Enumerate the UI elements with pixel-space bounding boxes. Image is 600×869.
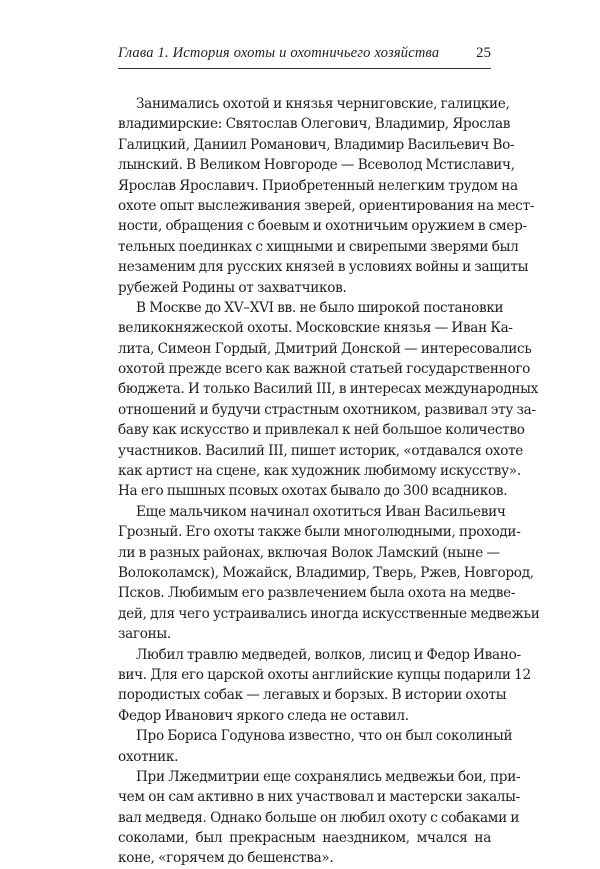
text-line: дей, для чего устраивались иногда искусственные медвежьи — [118, 605, 540, 622]
text-line: владимирские: Святослав Олегович, Владимир, Ярослав — [118, 116, 511, 133]
text-line: породистых собак — легавых и борзых. В истории охоты — [118, 687, 507, 704]
text-line: охотой прежде всего как важной статьей государственного — [118, 361, 531, 378]
text-line: как артист на сцене, как художник любимому искусству». — [118, 463, 521, 480]
text-line: ности, обращения с боевым и охотничьим оружием в смер- — [118, 218, 527, 235]
text-line: чем он сам активно в них участвовал и мастерски закалы- — [118, 789, 520, 806]
text-line: великокняжеской охоты. Московские князья — Иван Ка- — [118, 320, 513, 337]
text-line: Еще мальчиком начинал охотиться Иван Васильевич — [136, 503, 506, 520]
text-line: Грозный. Его охоты также были многолюдными, проходи- — [118, 524, 521, 541]
text-line: Любил травлю медведей, волков, лисиц и Федор Ивано- — [136, 646, 521, 663]
text-line: участников. Василий III, пишет историк, «отдавался охоте — [118, 442, 524, 459]
text-line: лынский. В Великом Новгороде — Всеволод Мстиславич, — [118, 157, 515, 174]
text-line: вич. Для его царской охоты английские купцы подарили 12 — [118, 666, 531, 683]
paragraph — [118, 94, 535, 298]
paragraph — [118, 502, 540, 645]
text-line: отношений и будучи страстным охотником, развивал эту за- — [118, 401, 536, 418]
paragraph — [118, 767, 521, 869]
text-line: При Лжедмитрии еще сохранялись медвежьи бои, при- — [136, 768, 521, 785]
text-line: охотник. — [118, 748, 179, 765]
paragraph — [118, 298, 538, 502]
chapter-title: Глава 1. История охоты и охотничьего хозяйства — [118, 45, 440, 61]
text-line: незаменим для русских князей в условиях войны и защиты — [118, 259, 529, 276]
text-line: охоте опыт выслеживания зверей, ориентирования на мест- — [118, 197, 535, 214]
text-line: лита, Симеон Гордый, Дмитрий Донской — интересовались — [118, 340, 532, 357]
text-line: баву как искусство и привлекал к ней большое количество — [118, 422, 525, 439]
text-line: вал медведя. Однако больше он любил охоту с собаками и — [118, 809, 520, 826]
paragraph — [118, 645, 531, 727]
text-line: Галицкий, Даниил Романович, Владимир Васильевич Во- — [118, 136, 515, 153]
paragraph — [118, 726, 513, 767]
text-line: Федор Иванович яркого следа не оставил. — [118, 707, 409, 724]
running-header — [118, 42, 491, 69]
text-line: бюджета. И только Василий III, в интересах международных — [118, 381, 538, 398]
text-line: загоны. — [118, 626, 171, 643]
text-line: рубежей Родины от захватчиков. — [118, 279, 347, 296]
text-line: Псков. Любимым его развлечением была охота на медве- — [118, 585, 516, 602]
text-line: соколами, был прекрасным наездником, мчался на — [118, 830, 491, 847]
text-line: В Москве до XV–XVI вв. не было широкой постановки — [136, 299, 504, 316]
text-line: тельных поединках с хищными и свирепыми зверями был — [118, 238, 519, 255]
text-line: коне, «горячем до бешенства». — [118, 850, 334, 867]
text-line: Волоколамск), Можайск, Владимир, Тверь, Ржев, Новгород, — [118, 564, 534, 581]
text-line: Занимались охотой и князья черниговские, галицкие, — [136, 96, 510, 112]
text-line: Про Бориса Годунова известно, что он был соколиный — [136, 728, 513, 745]
text-line: ли в разных районах, включая Волок Ламский (ныне — — [118, 544, 500, 561]
text-line: Ярослав Ярославич. Приобретенный нелегким трудом на — [118, 177, 518, 194]
page-number: 25 — [476, 45, 491, 61]
text-line: На его пышных псовых охотах бывало до 300 всадников. — [118, 483, 508, 500]
body-text — [118, 94, 540, 869]
